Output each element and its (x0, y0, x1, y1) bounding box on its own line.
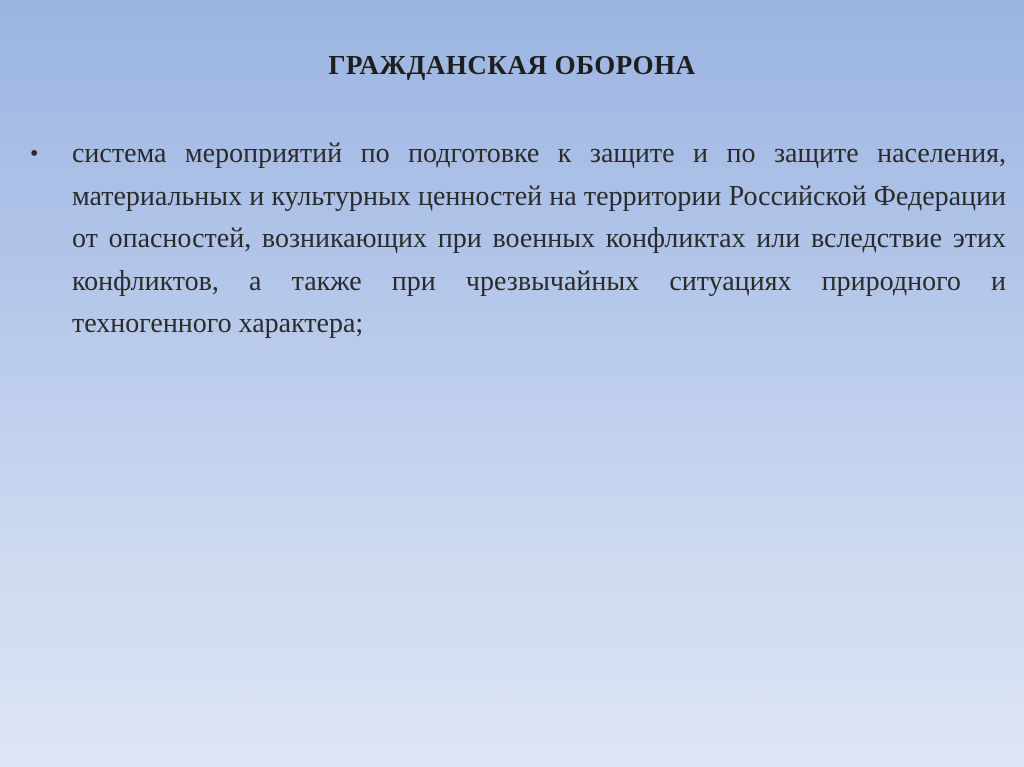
bullet-text: система мероприятий по подготовке к защите и по защите населения, материальных и культурных ценностей на территории Российской Федерации от опасностей, возникающих при военных конфликтах или вследствие этих конфликтов, а также при чрезвычайных ситуациях природного и техногенного характера; (72, 138, 1006, 339)
bullet-item (26, 133, 1006, 346)
slide-title: ГРАЖДАНСКАЯ ОБОРОНА (328, 50, 696, 80)
bullet-dot-icon: • (30, 141, 39, 167)
bullet-list (26, 133, 1006, 346)
